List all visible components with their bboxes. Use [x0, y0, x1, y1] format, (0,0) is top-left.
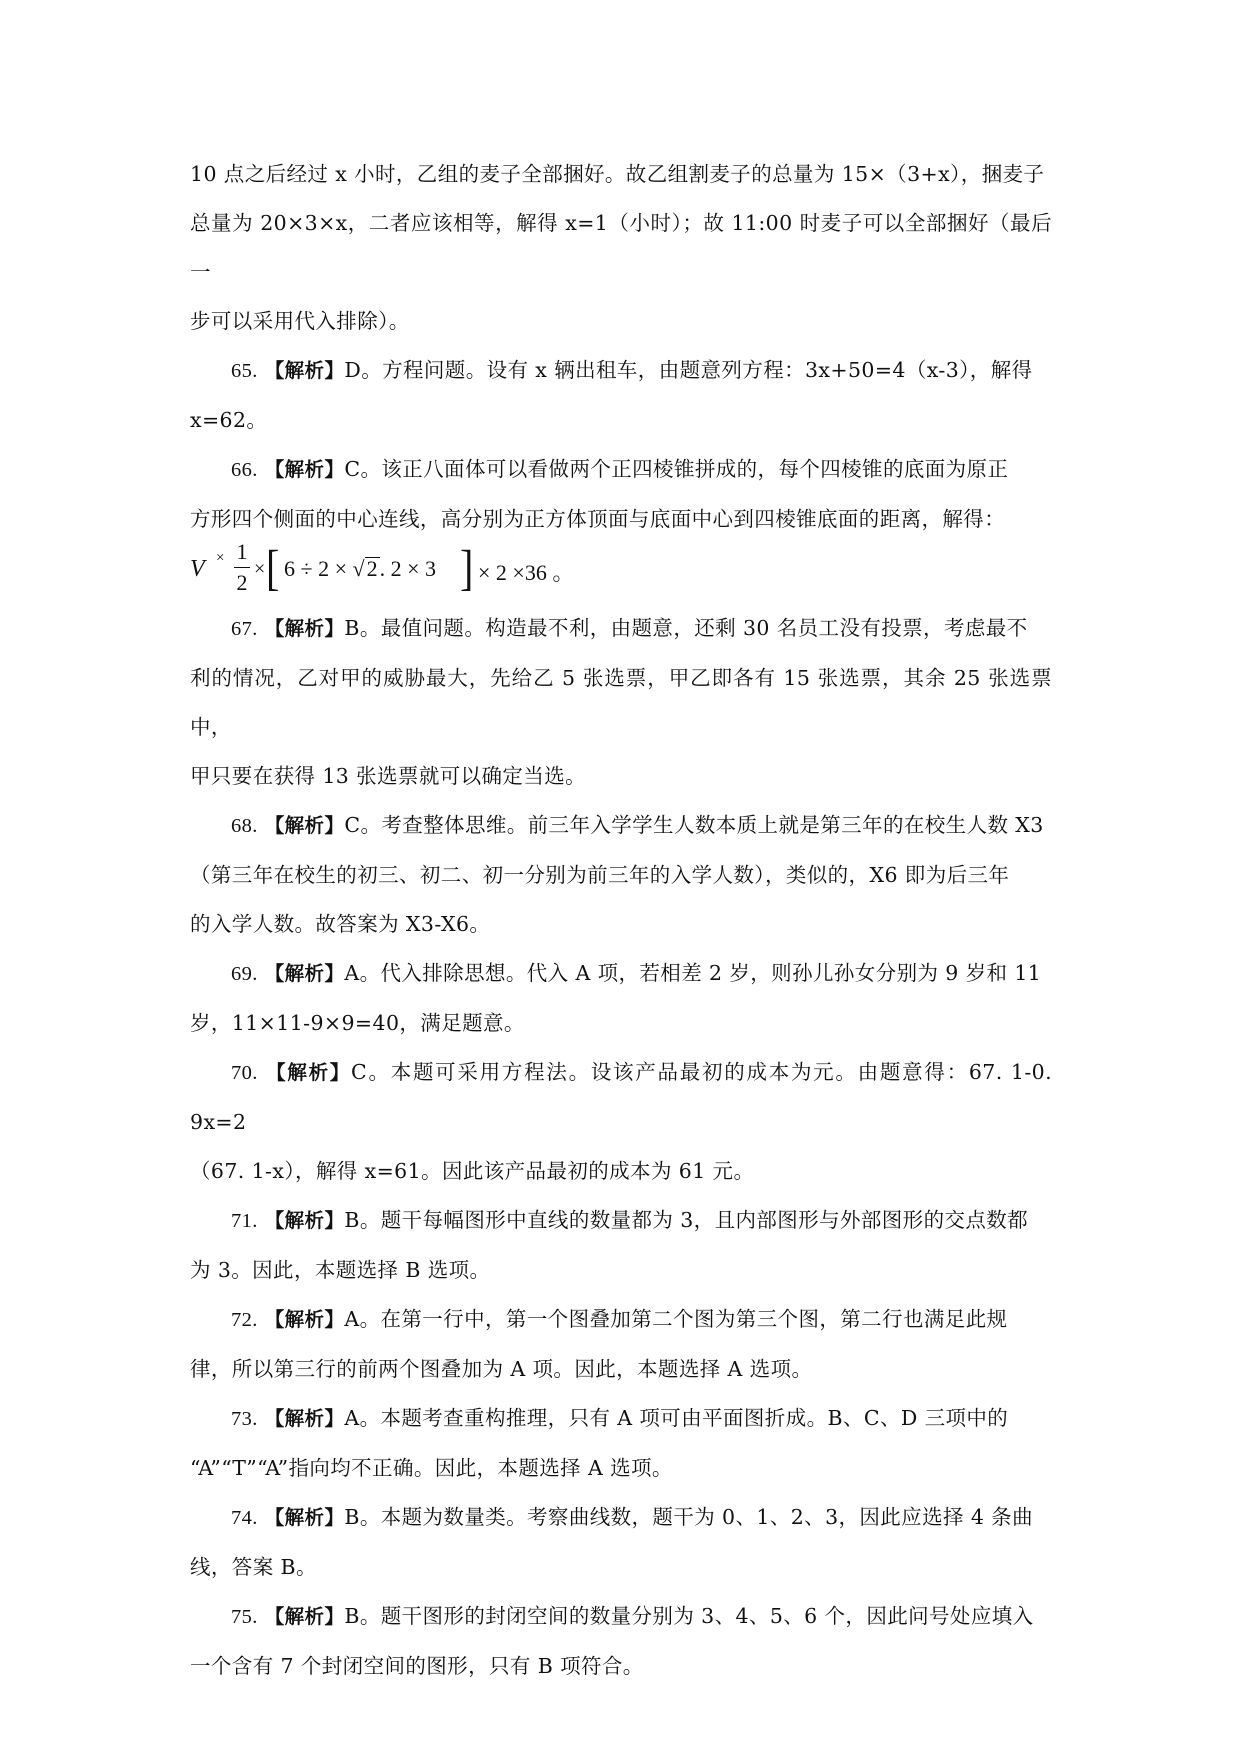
sqrt-radicand: 2: [366, 556, 378, 581]
paragraph-line-q65-0: [190, 346, 1052, 396]
formula-times: ×: [254, 558, 266, 580]
paragraph-line-q70-0: [190, 1048, 1052, 1147]
paragraph-line-q75-1: [190, 1642, 1052, 1691]
paragraph-text: 律，所以第三行的前两个图叠加为 A 项。因此，本题选择 A 选项。: [190, 1357, 813, 1381]
paragraph-line-q66-1: [190, 495, 1052, 544]
formula-variable: V: [190, 556, 205, 582]
analysis-tag: 【解析】: [264, 359, 345, 382]
paragraph-text: 线，答案 B。: [190, 1555, 317, 1579]
paragraph-line-q69-1: [190, 999, 1052, 1048]
paragraph-text: 为 3。因此，本题选择 B 选项。: [190, 1258, 491, 1282]
left-bracket: [: [266, 539, 280, 596]
paragraph-line-q74-0: [190, 1493, 1052, 1543]
paragraph-text: B。最值问题。构造最不利，由题意，还剩 30 名员工没有投票，考虑最不: [344, 616, 1028, 640]
paragraph-line-q65-1: [190, 396, 1052, 445]
analysis-tag: 【解析】: [264, 1407, 345, 1430]
paragraph-text: 的入学人数。故答案为 X3-X6。: [190, 912, 491, 936]
paragraph-line-q67-2: [190, 752, 1052, 801]
paragraph-text: 甲只要在获得 13 张选票就可以确定当选。: [190, 764, 587, 788]
paragraph-text: C。本题可采用方程法。设该产品最初的成本为元。由题意得：67. 1-0. 9x=2: [190, 1060, 1053, 1134]
paragraph-text: 总量为 20×3×x，二者应该相等，解得 x=1（小时）；故 11:00 时麦子可以全部捆好（最后一: [190, 211, 1052, 284]
paragraph-text: 一个含有 7 个封闭空间的图形，只有 B 项符合。: [190, 1654, 644, 1678]
paragraph-text: （67. 1-x），解得 x=61。因此该产品最初的成本为 61 元。: [190, 1159, 755, 1183]
analysis-tag: 【解析】: [264, 458, 345, 481]
question-number: 70.: [231, 1062, 258, 1084]
analysis-tag: 【解析】: [264, 1209, 345, 1232]
fraction-numerator: 1: [236, 539, 248, 564]
paragraph-line-q67-0: [190, 604, 1052, 654]
question-number: 71.: [231, 1210, 258, 1232]
paragraph-text: C。该正八面体可以看做两个正四棱锥拼成的，每个四棱锥的底面为原正: [344, 457, 1009, 481]
analysis-tag: 【解析】: [264, 1308, 345, 1331]
question-number: 75.: [231, 1606, 258, 1628]
paragraph-text: D。方程问题。设有 x 辆出租车，由题意列方程：3x+50=4（x-3），解得: [344, 358, 1033, 382]
paragraph-line-q68-2: [190, 900, 1052, 949]
fraction-denominator: 2: [236, 570, 248, 595]
paragraph-line-intro-2: [190, 297, 1052, 346]
question-number: 73.: [231, 1408, 258, 1430]
paragraph-line-q69-0: [190, 949, 1052, 999]
question-number: 72.: [231, 1309, 258, 1331]
paragraph-text: 步可以采用代入排除）。: [190, 309, 410, 333]
volume-formula: [190, 539, 1052, 604]
formula-tail: × 2 ×36 。: [478, 560, 575, 585]
paragraph-text: C。考查整体思维。前三年入学学生人数本质上就是第三年的在校生人数 X3: [344, 813, 1044, 837]
question-number: 74.: [231, 1507, 258, 1529]
paragraph-line-q75-0: [190, 1592, 1052, 1642]
analysis-tag: 【解析】: [264, 617, 345, 640]
analysis-tag: 【解析】: [264, 1605, 345, 1628]
formula-inner: 6 ÷ 2 × √2. 2 × 3: [284, 556, 436, 581]
analysis-tag: 【解析】: [264, 962, 345, 985]
paragraph-text: A。在第一行中，第一个图叠加第二个图为第三个图，第二行也满足此规: [344, 1307, 1008, 1331]
document-body: [190, 150, 1052, 1691]
paragraph-text: A。本题考查重构推理，只有 A 项可由平面图折成。B、C、D 三项中的: [344, 1406, 1009, 1430]
question-number: 69.: [231, 963, 258, 985]
right-bracket: ]: [460, 539, 474, 596]
analysis-tag: 【解析】: [264, 814, 345, 837]
paragraph-line-q71-0: [190, 1196, 1052, 1246]
paragraph-line-q74-1: [190, 1543, 1052, 1592]
paragraph-text: 岁，11×11-9×9=40，满足题意。: [190, 1011, 525, 1035]
paragraph-line-q70-1: [190, 1147, 1052, 1196]
paragraph-text: 方形四个侧面的中心连线，高分别为正方体顶面与底面中心到四棱锥底面的距离，解得：: [190, 507, 1006, 531]
paragraph-text: B。题干每幅图形中直线的数量都为 3，且内部图形与外部图形的交点数都: [344, 1208, 1029, 1232]
fraction-bar: [234, 567, 250, 568]
question-number: 66.: [231, 459, 258, 481]
paragraph-line-q71-1: [190, 1246, 1052, 1295]
inner-post: . 2 × 3: [379, 556, 436, 581]
paragraph-line-q66-0: [190, 445, 1052, 495]
question-number: 68.: [231, 815, 258, 837]
paragraph-text: 利的情况，乙对甲的威胁最大，先给乙 5 张选票，甲乙即各有 15 张选票，其余 25 张选票中，: [190, 666, 1052, 739]
analysis-tag: 【解析】: [264, 1506, 345, 1529]
paragraph-line-q72-0: [190, 1295, 1052, 1345]
paragraph-line-q68-0: [190, 801, 1052, 851]
paragraph-text: B。本题为数量类。考察曲线数，题干为 0、1、2、3，因此应选择 4 条曲: [344, 1505, 1033, 1529]
paragraph-text: （第三年在校生的初三、初二、初一分别为前三年的入学人数），类似的，X6 即为后三年: [190, 863, 1010, 887]
paragraph-text: “A”“T”“A”指向均不正确。因此，本题选择 A 选项。: [190, 1456, 673, 1480]
paragraph-text: 10 点之后经过 x 小时，乙组的麦子全部捆好。故乙组割麦子的总量为 15×（3+x），捆麦子: [190, 162, 1045, 186]
formula-symbol: ×: [216, 550, 225, 566]
question-number: 67.: [231, 618, 258, 640]
paragraph-line-q73-0: [190, 1394, 1052, 1444]
inner-pre: 6 ÷ 2 ×: [284, 556, 353, 581]
paragraph-line-q67-1: [190, 654, 1052, 752]
paragraph-text: B。题干图形的封闭空间的数量分别为 3、4、5、6 个，因此问号处应填入: [344, 1604, 1034, 1628]
paragraph-line-intro-0: [190, 150, 1052, 199]
analysis-tag: 【解析】: [266, 1061, 352, 1084]
paragraph-line-q68-1: [190, 851, 1052, 900]
question-number: 65.: [231, 360, 258, 382]
paragraph-line-q73-1: [190, 1444, 1052, 1493]
formula-fraction: [234, 538, 250, 597]
paragraph-line-intro-1: [190, 199, 1052, 297]
paragraph-text: A。代入排除思想。代入 A 项，若相差 2 岁，则孙儿孙女分别为 9 岁和 11: [344, 961, 1042, 985]
paragraph-text: x=62。: [190, 408, 268, 432]
paragraph-line-q72-1: [190, 1345, 1052, 1394]
